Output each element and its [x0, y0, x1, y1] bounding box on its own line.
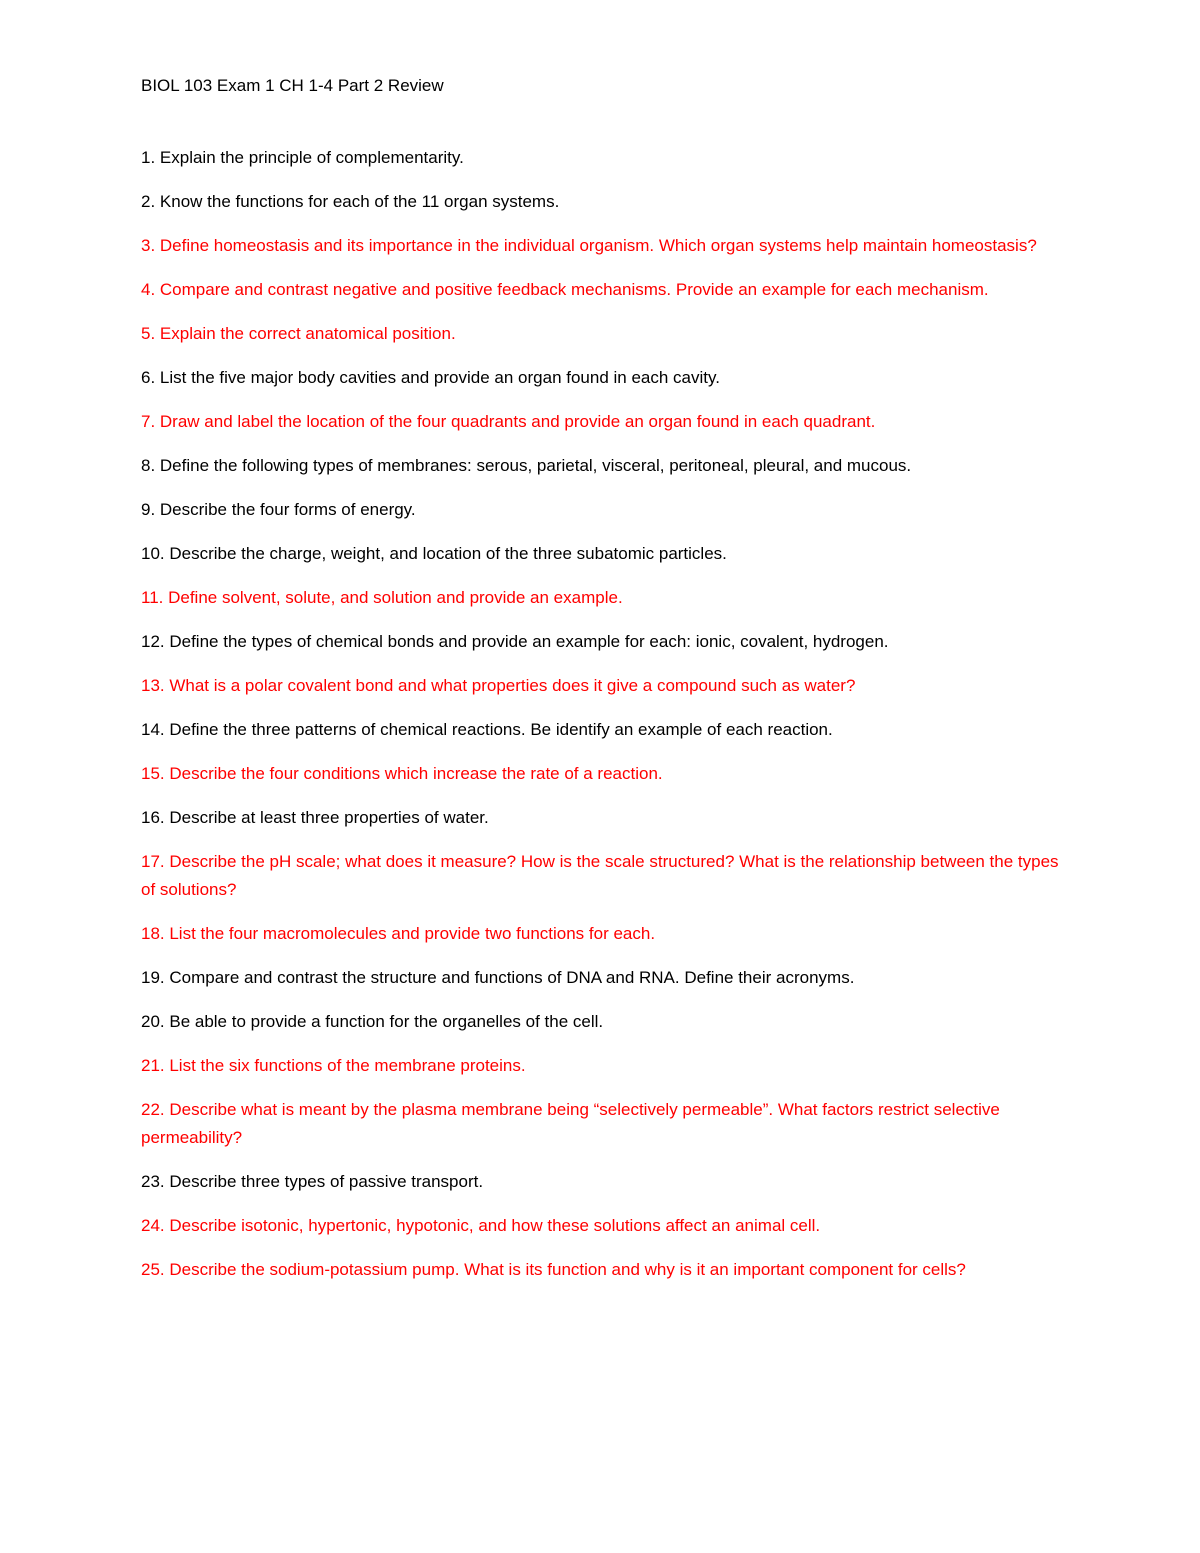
question-item: 23. Describe three types of passive transport.	[141, 1172, 484, 1191]
question-list	[141, 144, 1071, 1300]
question-item: 5. Explain the correct anatomical position.	[141, 324, 456, 343]
question-item: 6. List the five major body cavities and provide an organ found in each cavity.	[141, 368, 720, 387]
question-item: 25. Describe the sodium-potassium pump. What is its function and why is it an important component for cells?	[141, 1260, 966, 1279]
question-item: 11. Define solvent, solute, and solution and provide an example.	[141, 588, 623, 607]
question-item: 4. Compare and contrast negative and positive feedback mechanisms. Provide an example for each mechanism.	[141, 280, 989, 299]
question-item: 8. Define the following types of membranes: serous, parietal, visceral, peritoneal, pleural, and mucous.	[141, 456, 912, 475]
question-item: 1. Explain the principle of complementarity.	[141, 148, 464, 167]
question-item: 7. Draw and label the location of the four quadrants and provide an organ found in each quadrant.	[141, 412, 876, 431]
question-item: 15. Describe the four conditions which increase the rate of a reaction.	[141, 764, 663, 783]
question-item: 22. Describe what is meant by the plasma membrane being “selectively permeable”. What factors restrict selective permeability?	[141, 1100, 1000, 1147]
question-item: 9. Describe the four forms of energy.	[141, 500, 416, 519]
question-item: 20. Be able to provide a function for the organelles of the cell.	[141, 1012, 604, 1031]
question-item: 12. Define the types of chemical bonds and provide an example for each: ionic, covalent, hydrogen.	[141, 632, 889, 651]
question-item: 17. Describe the pH scale; what does it measure? How is the scale structured? What is the relationship between the types of solutions?	[141, 852, 1059, 899]
question-item: 16. Describe at least three properties of water.	[141, 808, 489, 827]
question-item: 18. List the four macromolecules and provide two functions for each.	[141, 924, 656, 943]
question-item: 2. Know the functions for each of the 11 organ systems.	[141, 192, 560, 211]
document-title: BIOL 103 Exam 1 CH 1-4 Part 2 Review	[141, 76, 444, 95]
question-item: 10. Describe the charge, weight, and location of the three subatomic particles.	[141, 544, 727, 563]
question-item: 24. Describe isotonic, hypertonic, hypotonic, and how these solutions affect an animal cell.	[141, 1216, 821, 1235]
question-item: 13. What is a polar covalent bond and what properties does it give a compound such as water?	[141, 676, 856, 695]
question-item: 3. Define homeostasis and its importance in the individual organism. Which organ systems help maintain homeostasis?	[141, 236, 1037, 255]
question-item: 21. List the six functions of the membrane proteins.	[141, 1056, 526, 1075]
question-item: 19. Compare and contrast the structure and functions of DNA and RNA. Define their acronyms.	[141, 968, 855, 987]
question-item: 14. Define the three patterns of chemical reactions. Be identify an example of each reaction.	[141, 720, 833, 739]
